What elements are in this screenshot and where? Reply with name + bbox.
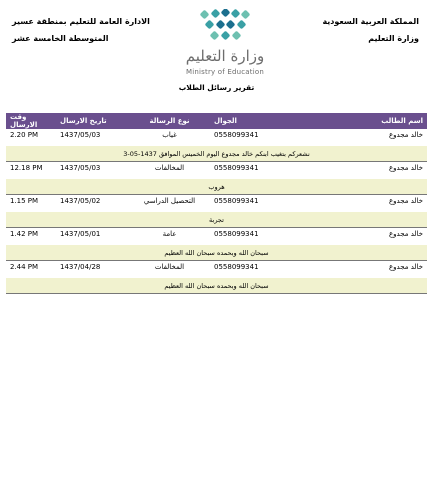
mobile-number: 0558099341 bbox=[214, 263, 259, 271]
student-name: خالد مجدوع bbox=[389, 131, 423, 139]
send-date: 1437/05/03 bbox=[60, 131, 101, 139]
table-header-row bbox=[6, 113, 427, 129]
school-name: المتوسطة الخامسة عشر bbox=[12, 34, 109, 43]
ministry-name: وزارة التعليم bbox=[368, 34, 419, 43]
send-time: 1.42 PM bbox=[10, 230, 39, 238]
report-title: تقرير رسائل الطلاب bbox=[178, 83, 255, 92]
message-text: سبحان الله وبحمده سبحان الله العظيم bbox=[6, 245, 427, 261]
col-header-type: نوع الرسالة bbox=[129, 113, 210, 129]
send-date: 1437/05/03 bbox=[60, 164, 101, 172]
message-row bbox=[6, 179, 427, 195]
mobile-number: 0558099341 bbox=[214, 164, 259, 172]
messages-table bbox=[6, 113, 427, 294]
col-header-mobile: الجوال bbox=[210, 113, 312, 129]
mobile-number: 0558099341 bbox=[214, 131, 259, 139]
ministry-logo-icon bbox=[197, 9, 253, 45]
message-text: هروب bbox=[6, 179, 427, 195]
message-row bbox=[6, 212, 427, 228]
col-header-time: وقت الارسال bbox=[6, 113, 56, 129]
header-left-block bbox=[12, 13, 172, 47]
header-right-block bbox=[269, 13, 419, 47]
education-directorate: الادارة العامة للتعليم بمنطقة عسير bbox=[12, 17, 150, 26]
send-date: 1437/05/02 bbox=[60, 197, 101, 205]
student-name: خالد مجدوع bbox=[389, 263, 423, 271]
logo-english-text: Ministry of Education bbox=[185, 68, 265, 76]
student-name: خالد مجدوع bbox=[389, 230, 423, 238]
table-row bbox=[6, 129, 427, 146]
table-row bbox=[6, 261, 427, 279]
message-type: عامة bbox=[162, 230, 177, 238]
message-row bbox=[6, 245, 427, 261]
col-header-date: تاريخ الارسال bbox=[56, 113, 129, 129]
logo-arabic-text: وزارة التعليم bbox=[185, 47, 265, 65]
table-row bbox=[6, 228, 427, 246]
table-row bbox=[6, 162, 427, 180]
message-type: المخالفات bbox=[154, 263, 185, 271]
message-row bbox=[6, 146, 427, 162]
message-type: غياب bbox=[162, 131, 177, 139]
message-type: المخالفات bbox=[154, 164, 185, 172]
send-time: 12.18 PM bbox=[10, 164, 43, 172]
col-header-name: اسم الطالب bbox=[312, 113, 427, 129]
mobile-number: 0558099341 bbox=[214, 230, 259, 238]
message-type: التحصيل الدراسي bbox=[143, 197, 196, 205]
send-time: 2.20 PM bbox=[10, 131, 39, 139]
message-text: سبحان الله وبحمده سبحان الله العظيم bbox=[6, 278, 427, 294]
student-name: خالد مجدوع bbox=[389, 197, 423, 205]
message-text: تجربة bbox=[6, 212, 427, 228]
student-name: خالد مجدوع bbox=[389, 164, 423, 172]
send-time: 1.15 PM bbox=[10, 197, 39, 205]
message-text: نشعركم بتغيب ابنكم خالد مجدوع اليوم الخميس الموافق 1437-05-3 bbox=[6, 146, 427, 162]
table-row bbox=[6, 195, 427, 213]
send-time: 2.44 PM bbox=[10, 263, 39, 271]
send-date: 1437/04/28 bbox=[60, 263, 101, 271]
mobile-number: 0558099341 bbox=[214, 197, 259, 205]
kingdom-name: المملكة العربية السعودية bbox=[322, 17, 419, 26]
ministry-logo bbox=[184, 9, 266, 81]
send-date: 1437/05/01 bbox=[60, 230, 101, 238]
message-row bbox=[6, 278, 427, 294]
